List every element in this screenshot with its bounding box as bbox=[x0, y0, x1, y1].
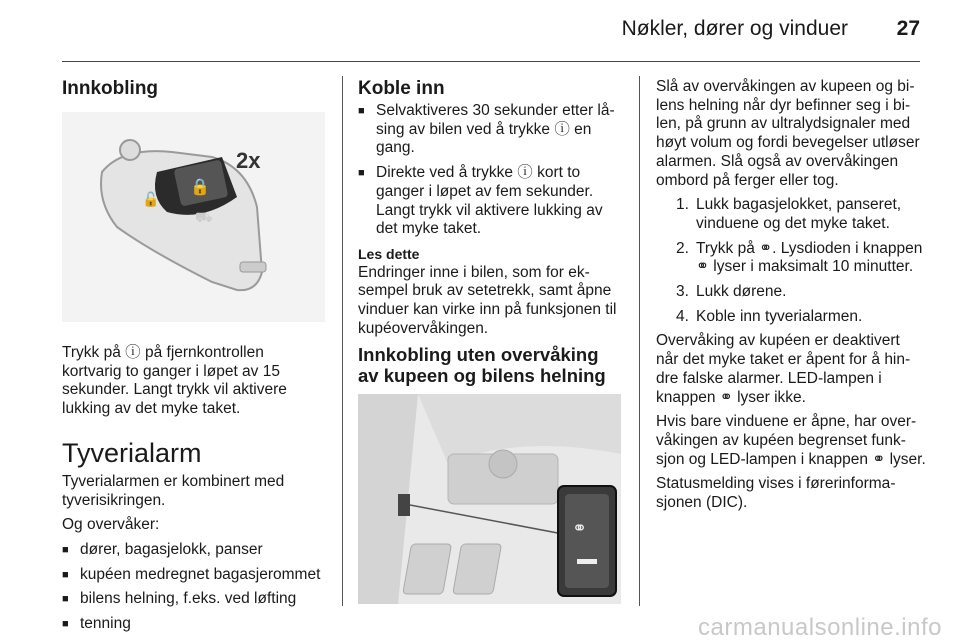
chapter-title: Nøkler, dører og vinduer bbox=[621, 17, 848, 40]
paragraph: Statusmelding vises i førerinformasjonen (DIC). bbox=[656, 475, 896, 512]
right-column bbox=[656, 78, 926, 519]
list-item: ■ Selvaktiveres 30 sekunder etter låsing av bilen ved å trykke ⓘ en gang. bbox=[358, 102, 623, 158]
svg-text:⛟: ⛟ bbox=[195, 210, 213, 226]
list-item bbox=[656, 283, 926, 302]
list-item: ■ dører, bagasjelokk, panser bbox=[62, 541, 327, 560]
paragraph: Hvis bare vinduene er åpne, har overvåkingen av kupéen begrenset funksjon og LED-lampen i knappen ⚭ lyser. bbox=[656, 413, 926, 468]
paragraph: Tyverialarmen er kombinert med tyverisikringen. bbox=[62, 472, 285, 509]
header-rule bbox=[62, 61, 920, 62]
interior-button-illustration bbox=[358, 394, 621, 604]
list-item: ■ bilens helning, f.eks. ved løfting bbox=[62, 590, 327, 609]
step-text: Lukk dørene. bbox=[696, 283, 787, 301]
list-item: ■ tenning bbox=[62, 615, 327, 634]
paragraph: Slå av overvåkingen av kupeen og bilens helning når dyr befinner seg i bilen, på grunn av ultralydsignaler med høyt volum og fordi bevegelser utløser alarmen. Slå også av overvåkingen ombord på ferger eller tog. bbox=[656, 78, 920, 189]
list-item: ■ Direkte ved å trykke ⓘ kort to ganger i løpet av fem sekunder. Langt trykk vil aktivere lukking av det myke taket. bbox=[358, 164, 623, 239]
paragraph: Overvåking av kupéen er deaktivert når det myke taket er åpent for å hindre falske alarmer. LED-lampen i knappen ⚭ lyser ikke. bbox=[656, 332, 911, 406]
note-text: Endringer inne i bilen, som for eksempel bruk av setetrekk, samt åpne vinduer kan virke inn på funksjonen til kupéovervåkingen. bbox=[358, 263, 617, 337]
key-fob-illustration bbox=[62, 112, 325, 322]
svg-text:⚭: ⚭ bbox=[572, 518, 588, 540]
figure-label: 2x bbox=[236, 148, 261, 173]
note-label: Les dette bbox=[358, 245, 420, 262]
watermark: carmanualsonline.info bbox=[698, 614, 942, 641]
subheading: Innkobling uten overvåking av kupeen og bilens helning bbox=[358, 344, 606, 387]
page-number: 27 bbox=[896, 17, 920, 40]
section-heading: Innkobling bbox=[62, 78, 159, 99]
section-title: Tyverialarm bbox=[62, 437, 202, 468]
svg-text:🔒: 🔒 bbox=[190, 177, 210, 196]
step-number: 1. bbox=[676, 196, 689, 214]
paragraph: Og overvåker: bbox=[62, 516, 160, 534]
list-item bbox=[656, 240, 926, 277]
step-number: 4. bbox=[676, 307, 689, 325]
key-fob-icon bbox=[62, 112, 325, 322]
step-text: Trykk på ⚭. Lysdioden i knappen ⚭ lyser i maksimalt 10 minutter. bbox=[696, 239, 923, 276]
svg-text:🔓: 🔓 bbox=[142, 192, 160, 208]
column-divider-2 bbox=[639, 76, 640, 606]
interior-sensor-button-icon bbox=[358, 394, 621, 604]
column-divider-1 bbox=[342, 76, 343, 606]
page-header bbox=[0, 0, 960, 62]
step-number: 3. bbox=[676, 283, 689, 301]
step-text: Lukk bagasjelokket, panseret, vinduene og det myke taket. bbox=[696, 196, 902, 232]
step-text: Koble inn tyverialarmen. bbox=[696, 307, 863, 325]
paragraph: Trykk på ⓘ på fjernkontrollen kortvarig to ganger i løpet av 15 sekunder. Langt trykk vil aktivere lukking av det myke taket. bbox=[62, 344, 287, 418]
section-heading: Koble inn bbox=[358, 78, 445, 99]
list-item bbox=[656, 308, 926, 327]
middle-column bbox=[358, 78, 623, 604]
list-item bbox=[656, 196, 926, 233]
step-number: 2. bbox=[676, 239, 689, 257]
left-column bbox=[62, 78, 327, 640]
list-item: ■ kupéen medregnet bagasjerommet bbox=[62, 566, 327, 585]
